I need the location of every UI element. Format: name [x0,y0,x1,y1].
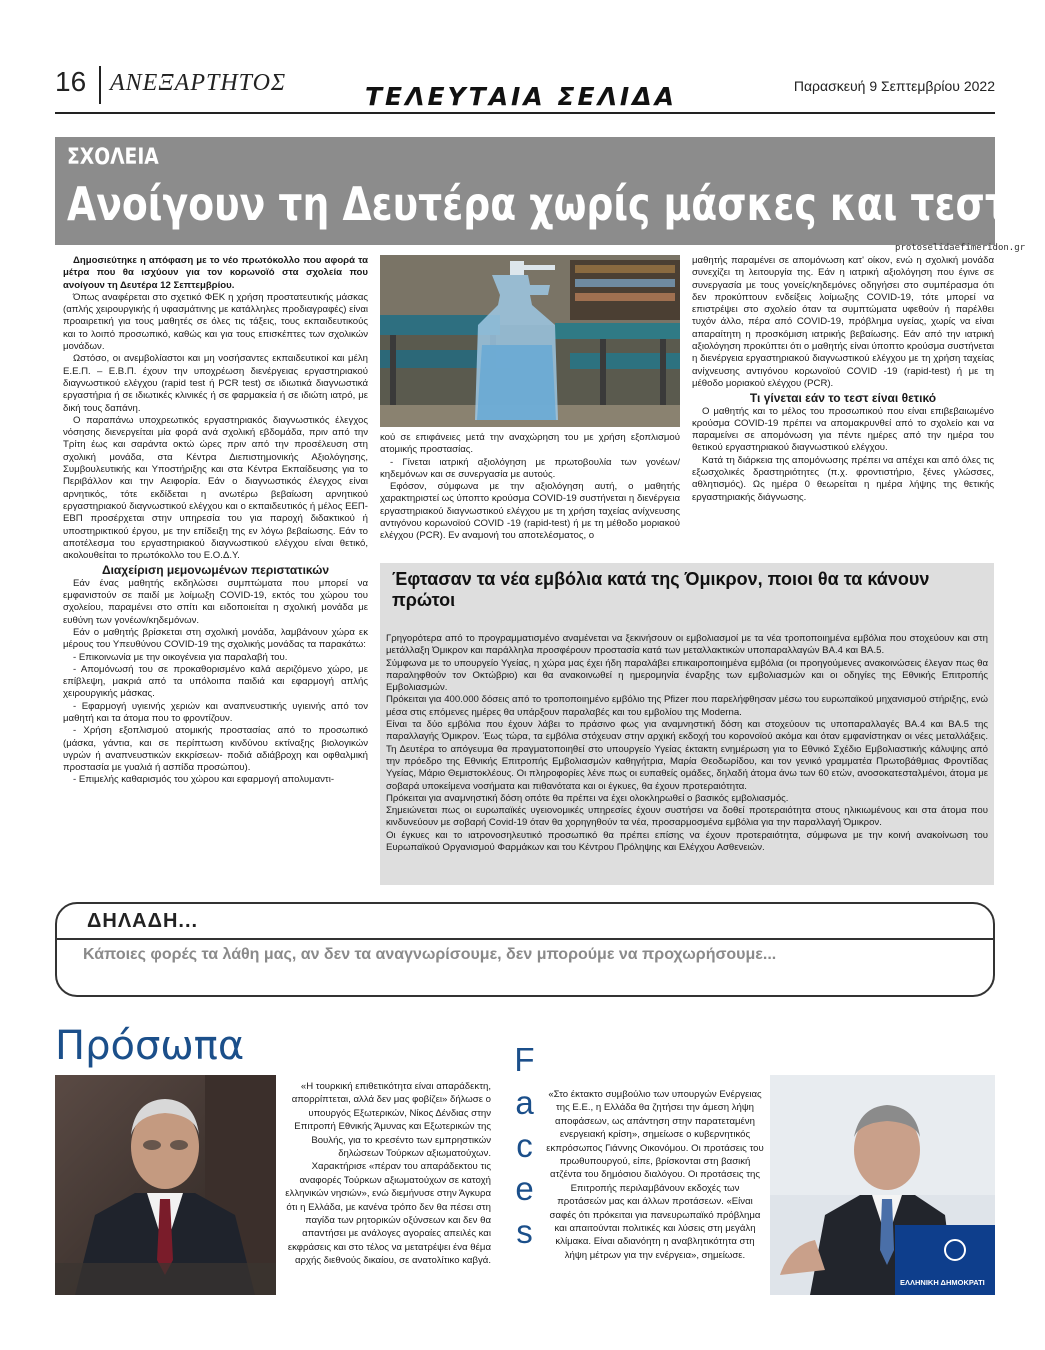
dendias-quote: «Η τουρκική επιθετικότητα είναι απαράδεκτη, απορρίπτεται, αλλά δεν μας φοβίζει» δήλωσε ο υπουργός Εξωτερικών, Νίκος Δένδιας στην Επιτροπή Εθνικής Άμυνας και Εξωτερικών της Βουλής, για το κρεσέντο των εμπρηστικών δηλώσεων Τούρκων αξιωματούχων. Χαρακτήρισε «πέραν του απαράδεκτου τις αναφορές Τούρκων αξιωματούχων σε κατοχή ελληνικών νησιών», ενώ διεμήνυσε στην Άγκυρα ότι η Ελλάδα, με κανένα τρόπο δεν θα πέσει στη παγίδα των ρητορικών οξύνσεων και δεν θα απαντήσει με ανάλογες αγοραίες απειλές και εκφράσεις και στο τέλος να μετατρέψει ένα θέμα αρχής διεθνούς δικαίου, σε ανατολίτικο καβγά. [285,1081,491,1267]
section-name: ΤΕΛΕΥΤΑΙΑ ΣΕΛΙΔΑ [365,82,677,111]
dendias-portrait-photo [55,1075,276,1295]
article-lead: Δημοσιεύτηκε η απόφαση με το νέο πρωτόκολλο που αφορά τα μέτρα που θα ισχύουν για τον κορωνοϊό στα σχολεία που ανοίγουν τη Δευτέρα 12 Σεπτεμβρίου. [63,255,368,291]
article-paragraph: μαθητής παραμένει σε απομόνωση κατ' οίκον, ενώ η σχολική μονάδα συνεχίζει τη λειτουργία της. Εάν η ιατρική αξιολόγηση που έγινε σε συνεργασία με τους γονείς/κηδεμόνες οδηγήσει στο συμπέρασμα ότι δεν προκύπτουν ενδείξεις λοίμωξης COVID-19, τότε μπορεί να επιστρέψει στο σχολείο όταν τα συμπτώματα υφεθούν ή παρέλθει τυχόν άλλο, πέρα από COVID-19, πρόβλημα υγείας, χωρίς να είναι απαραίτητη η προσκόμιση ιατρικής βεβαίωσης. Εάν από την ιατρική αξιολόγηση προκύπτει ότι ο μαθητής είναι ύποπτο κρούσμα συστήνεται η διενέργεια εργαστηριακού διαγνωστικού ελέγχου με τη χρήση ταχείας ανίχνευσης αντιγόνου κορωνοϊού COVID -19 (rapid-test) ή με τη μέθοδο μοριακού ελέγχου (PCR). [692,255,994,389]
subheading-isolated-cases: Διαχείριση μεμονωμένων περιστατικών [101,563,330,578]
source-watermark: protoselidaefimeridon.gr [895,243,1026,253]
page-number: 16 [55,66,87,97]
article-paragraph: Ο παραπάνω υποχρεωτικός εργαστηριακός διαγνωστικός έλεγχος νόσησης διενεργείται μία φορά ανά σχολική εβδομάδα, πριν από την Τρίτη έως και σαράντα οκτώ ώρες πριν από την προσέλευση στη σχολική μονάδα, στα Κέντρα Διεπιστημονικής Αξιολόγησης, Συμβουλευτικής και Υποστήριξης και στα Κέντρα Εκπαίδευσης για το Περιβάλλον και την Αειφορία. Εάν ο διαγνωστικός έλεγχος είναι αρνητικός, τότε εκδίδεται η ανωτέρω βεβαίωση αρνητικού εργαστηριακού διαγνωστικού ελέγχου και ο εκπαιδευτικός ή μέλος ΕΕΠ-ΕΒΠ προσέρχεται στην υπηρεσία του για παροχή διδακτικού ή υποστηρικτικού έργου, με την επίδειξη της εν λόγω βεβαίωσης. Εάν το αποτέλεσμα του εργαστηριακού διαγνωστικού ελέγχου είναι θετικό, ακολουθείται το πρωτόκολλο του Ε.Ο.Δ.Υ. [63,414,368,562]
article-list-item: - Χρήση εξοπλισμού ατομικής προστασίας από το προσωπικό (μάσκα, γάντια, και σε περίπτωση κινδύνου εκτίναξης βιολογικών υγρών ή αναπνευστικών εκκρίσεων- ποδιά αδιάβροχη και οφθαλμική προστασία με γυαλιά ή ασπίδα προσώπου). [63,725,368,774]
article-list-item: - Απομόνωσή του σε προκαθορισμένο καλά αεριζόμενο χώρο, με επίβλεψη, μακριά από τα υπόλοιπα παιδιά και εφαρμογή απλής χειρουργικής μάσκας. [63,663,368,700]
page-number-divider [99,66,101,104]
article-paragraph: Εάν ο μαθητής βρίσκεται στη σχολική μονάδα, λαμβάνουν χώρα εκ μέρους του Υπευθύνου COVID-19 της σχολικής μονάδας τα παρακάτω: [63,626,368,651]
issue-date: Παρασκευή 9 Σεπτεμβρίου 2022 [793,78,995,94]
diladi-text: Κάποιες φορές τα λάθη μας, αν δεν τα αναγνωρίσουμε, δεν μπορούμε να προχωρήσουμε... [83,946,777,963]
article-paragraph: Εάν ένας μαθητής εκδηλώσει συμπτώματα που μπορεί να εμφανιστούν σε παιδί με λοίμωξη COVID-19, εκτός του χώρου του σχολείου, παραμένει στο σπίτι και ειδοποιείται η σχολική μονάδα με ευθύνη των γονέων/κηδεμόνων. [63,577,368,626]
article-headline: Ανοίγουν τη Δευτέρα χωρίς μάσκες και τεστ [67,177,1009,231]
diladi-box [55,902,995,997]
article-paragraph: Ωστόσο, οι ανεμβολίαστοι και μη νοσήσαντες εκπαιδευτικοί και μέλη Ε.Ε.Π. – Ε.Β.Π. έχουν την υποχρέωση διενέργειας εργαστηριακού διαγνωστικού ελέγχου (rapid test ή PCR test) σε ιδιωτικά διαγνωστικά εργαστήρια ή σε ιδιωτικές κλινικές ή σε φαρμακεία ή σε ιδιώτη ιατρό, με δική τους δαπάνη. [63,353,368,414]
article-paragraph: Οι έγκυες και το ιατρονοσηλευτικό προσωπικό θα πρέπει επίσης να έχουν προτεραιότητα, σύμφωνα με την κοινή ανακοίνωση του Ευρωπαϊκού Οργανισμού Φαρμάκων και του Κέντρου Πρόληψης και Ελέγχου Ασθενειών. [386,829,988,854]
headline-banner [55,137,1009,245]
article-kicker: ΣΧΟΛΕΙΑ [67,145,159,170]
article-paragraph: Σημειώνεται πως οι ευρωπαϊκές υγειονομικές υπηρεσίες έχουν συστήσει να δοθεί προτεραιότητα στους ηλικιωμένους και στα άτομα που κινδυνεύουν με σοβαρή Covid-19 όταν θα χορηγηθούν τα νέα, προσαρμοσμένα εμβόλια για την παραλλαγή Όμικρον. [386,805,988,829]
prosopa-title: Πρόσωπα [55,1023,245,1069]
article-paragraph: Κατά τη διάρκεια της απομόνωσης πρέπει να απέχει και από όλες τις εξωσχολικές δραστηριότητες (π.χ. φροντιστήριο, ξένες γλώσσες, αθλητισμός). Ως ημέρα 0 θεωρείται η ημέρα λήψης της θετικής εργαστηριακής διάγνωσης. [692,454,994,503]
article-column-1 [63,255,368,787]
faces-letter: s [516,1213,533,1250]
article-paragraph: Ο μαθητής και το μέλος του προσωπικού που είναι επιβεβαιωμένο κρούσμα COVID-19 πρέπει να απομακρυνθεί από το σχολείο και να παραμείνει σε απομόνωση για πέντε ημέρες από την ημέρα του θετικού εργαστηριακού διαγνωστικού ελέγχου. [692,405,994,454]
article-list-item: - Επιμελής καθαρισμός του χώρου και εφαρμογή απολυμαντι- [73,774,335,786]
faces-letter: a [515,1084,534,1121]
faces-letter: F [514,1041,535,1078]
vaccine-article-title: Έφτασαν τα νέα εμβόλια κατά της Όμικρον, ποιοι θα τα κάνουν πρώτοι [392,569,930,610]
faces-letter: c [516,1127,533,1164]
vaccine-article-body [386,633,988,854]
article-column-3 [692,255,994,504]
article-paragraph: Εφόσον, σύμφωνα με την αξιολόγηση αυτή, ο μαθητής χαρακτηριστεί ως ύποπτο κρούσμα COVID-19 συστήνεται η διενέργεια εργαστηριακού διαγνωστικού ελέγχου με τη χρήση ταχείας ανίχνευσης αντιγόνου κορωνοϊού COVID -19 (rapid-test) ή με τη μέθοδο μοριακού ελέγχου (PCR). Εν αναμονή του αποτελέσματος, ο [380,481,680,542]
article-paragraph: κού σε επιφάνειες μετά την αναχώρηση του με χρήση εξοπλισμού ατομικής προστασίας. [380,432,680,456]
oikonomou-portrait-photo [770,1075,995,1295]
article-paragraph: Σύμφωνα με το υπουργείο Υγείας, η χώρα μας έχει ήδη παραλάβει επικαιροποιημένα εμβόλια (οι προηγούμενες ανακοινώσεις έλεγαν πως θα παραληφθούν τον Οκτώβριο) και θα ανακοινωθεί η ημερομηνία έναρξης των εμβολιασμών και οι οδηγίες της Εθνικής Επιτροπής Εμβολιασμών. [386,657,988,694]
faces-letter: e [515,1170,534,1207]
diladi-title: ΔΗΛΑΔΗ... [87,910,199,932]
article-column-2 [380,432,680,543]
classroom-sanitizer-photo [380,255,680,427]
article-list-item: - Γίνεται ιατρική αξιολόγηση με πρωτοβουλία των γονέων/κηδεμόνων και σε συνεργασία με αυτούς. [380,456,680,480]
diladi-rule [57,938,993,940]
oikonomou-quote: «Στο έκτακτο συμβούλιο των υπουργών Ενέργειας της Ε.Ε., η Ελλάδα θα ζητήσει την άμεση λήψη αποφάσεων, ως απάντηση στην παρατεταμένη ενεργειακή κρίση», σημείωσε ο κυβερνητικός εκπρόσωπος Γιάννης Οικονόμου. Οι προτάσεις του πρωθυπουργού, είπε, βρίσκονται στη βασική ατζέντα του δημόσιου διαλόγου. Οι προτάσεις της Επιτροπής περιλαμβάνουν εκδοχές των προτάσεών μας και άλλων προτάσεων. «Είναι σαφές ότι πρόκειται για πανευρωπαϊκό πρόβλημα και απαιτούνται πολιτικές και λύσεις στη μεγάλη κλίμακα. Είναι αδιανόητη η αναβλητικότητα στη λήψη μέτρων για την ενέργεια», σημείωσε. [546,1089,764,1261]
podium-label: ΕΛΛΗΝΙΚΗ ΔΗΜΟΚΡΑΤΙ [900,1278,985,1287]
article-paragraph: Όπως αναφέρεται στο σχετικό ΦΕΚ η χρήση προστατευτικής μάσκας (απλής χειρουργικής ή υφασμάτινης με κατάλληλες προδιαγραφές) είναι προαιρετική για τους μαθητές σε όλες τις τάξεις, τους εκπαιδευτικούς και το λοιπό προσωπικό, καθώς και για τους επισκέπτες των σχολικών μονάδων. [63,291,368,353]
vaccine-article-box [380,563,994,885]
masthead-rule [55,112,995,114]
faces-vertical-label [512,1038,537,1253]
article-list-item: - Εφαρμογή υγιεινής χεριών και αναπνευστικής υγιεινής από τον μαθητή και τα άτομα που το φροντίζουν. [63,700,368,724]
masthead [55,62,995,117]
article-paragraph: Γρηγορότερα από το προγραμματισμένο αναμένεται να ξεκινήσουν οι εμβολιασμοί με τα νέα τροποποιημένα εμβόλια που στοχεύουν και στη μετάλλαξη Όμικρον και παράλληλα προσφέρουν προστασία κατά των μεταλλακτικών υποπαραλλαγών BA.4 και BA.5. [386,633,988,657]
subheading-positive-test: Τι γίνεται εάν το τεστ είναι θετικό [749,391,937,406]
newspaper-name: ΑΝΕΞΑΡΤΗΤΟΣ [110,70,287,96]
article-paragraph: Πρόκειται για αναμνηστική δόση οπότε θα πρέπει να έχει ολοκληρωθεί ο βασικός εμβολιασμός. [386,792,789,804]
article-list-item: - Επικοινωνία με την οικογένεια για παραλαβή του. [73,651,288,663]
article-paragraph: Είναι τα δύο εμβόλια που έχουν λάβει το πράσινο φως για αναμνηστική δόση και στοχεύουν τις υποπαραλλαγές BA.4 και BA.5 της παραλλαγής Όμικρον. Έως τώρα, τα εμβόλια στόχευαν στην αρχική εκδοχή του κορονοϊού ακόμα και όταν εμφανίστηκαν οι νέες μεταλλάξεις. Τη Δευτέρα το απόγευμα θα πραγματοποιηθεί στο υπουργείο Υγείας έκτακτη ενημέρωση για το Εθνικό Σχέδιο Εμβολιαστικής κάλυψης από την πρόεδρο της Εθνικής Επιτροπής Εμβολιασμών καθηγήτρια, Μαρία Θεοδωρίδου, και τον γενικό γραμματέα Πρωτοβάθμιας Φροντίδας Υγείας, Μάριο Θεμιστοκλέους. Οι πληροφορίες λένε πως οι ευπαθείς ομάδες, δηλαδή άτομα άνω των 60 ετών, ανοσοκατεσταλμένοι, άτομα με σοβαρά υποκείμενα νοσήματα και πιθανότατα και οι έγκυες, θα έχουν προτεραιότητα. [386,719,988,792]
article-paragraph: Πρόκειται για 400.000 δόσεις από το τροποποιημένο εμβόλιο της Pfizer που παρελήφθησαν μέσω του ευρωπαϊκού μηχανισμού στήριξης, ενώ μέσα στις επόμενες ημέρες θα υπάρξουν παραλαβές και του εμβολίου της Moderna. [386,694,988,718]
